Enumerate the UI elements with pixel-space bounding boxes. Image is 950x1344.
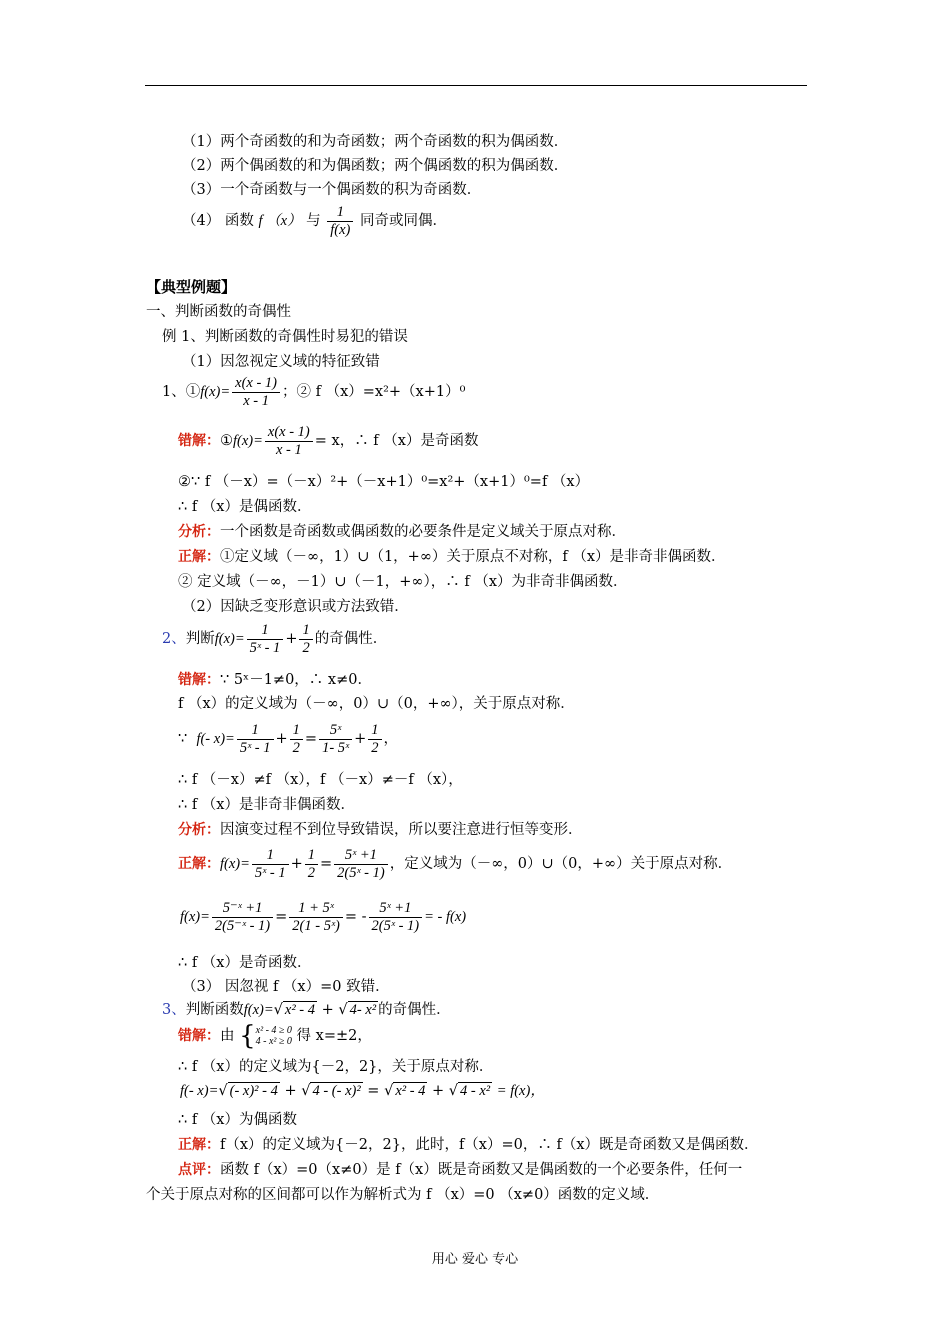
fraction-denominator: 1- 5ˣ	[322, 739, 350, 756]
q3-wrong	[178, 1023, 372, 1049]
fraction-numerator: 5ˣ	[319, 722, 352, 740]
section-heading: 【典型例题】	[146, 278, 237, 296]
fraction-denominator: 2(5ˣ - 1)	[337, 864, 385, 881]
q2-d-fraction-3	[369, 900, 423, 935]
q3-fx: f(x)=	[243, 1002, 274, 1018]
correct-label: 正解：	[178, 1137, 220, 1153]
fraction-denominator: f(x)	[330, 221, 351, 238]
q2-c-fx: f(x)=	[220, 856, 250, 872]
q2-correct: 正解：f(x)= $\frac{1}{\text{5ˣ - 1}}$ + $\frac{1}{2}$ = $\frac{\text{5ˣ +1}}{\text{2(5ˣ - 1)}}$ ，定义域为（－∞，0）∪（0，+∞）关于原点对称．	[178, 846, 733, 881]
property-4-prefix: （4） 函数	[182, 213, 254, 229]
q3-system	[256, 1025, 292, 1047]
fraction-denominator: 2	[302, 639, 310, 656]
q1-correct-a: ①定义域（－∞，1）∪（1，+∞）关于原点不对称，f （x）是非奇非偶函数．	[220, 549, 726, 565]
case-3-title: （3） 因忽视 f （x）=0 致错．	[182, 979, 390, 995]
property-4-fx: f （x）	[258, 213, 302, 229]
q2-e-fraction-1	[237, 722, 274, 757]
q1-err-tail: = x，∴ f （x）是奇函数	[314, 433, 479, 449]
q1-rest: ；② f （x）=x²+（x+1）⁰	[282, 384, 466, 400]
q1-fx: f(x)=	[200, 384, 231, 400]
fraction-denominator: 5ˣ - 1	[249, 639, 281, 656]
fraction-numerator: 5⁻ˣ +1	[212, 900, 273, 918]
q2-err-c: ∴ f （－x）≠f （x），f （－x）≠－f （x），	[178, 772, 463, 788]
q2-analysis-text: 因演变过程不到位导致错误，所以要注意进行恒等变形．	[220, 822, 583, 838]
fraction-denominator: 2	[292, 739, 300, 756]
q2-d-fraction-1	[212, 900, 273, 935]
q2-c-fraction-3	[334, 847, 388, 882]
q2-d-tail: = - f(x)	[424, 909, 467, 925]
fraction-numerator: 1	[247, 622, 284, 640]
since-sign: ∵	[178, 731, 188, 747]
q2-c-tail: ，定义域为（－∞，0）∪（0，+∞）关于原点对称．	[389, 856, 733, 872]
fraction-numerator: 1	[305, 847, 318, 865]
property-4-suffix: 同奇或同偶．	[360, 213, 447, 229]
fraction-denominator: 5ˣ - 1	[254, 864, 286, 881]
q3-err-derivation: f(- x)=√ (- x)² - 4 + √ 4 - (- x)² = √ x² - 4 + √ 4 - x² = f(x)，	[180, 1083, 545, 1099]
q2-e-end: ，	[383, 731, 399, 747]
q2-fx: f(x)=	[214, 631, 245, 647]
q3-e-root-2: 4 - (- x)²	[312, 1083, 361, 1099]
q3-review-a: 函数 f（x）=0（x≠0）是 f（x）既是奇函数又是偶函数的一个必要条件，任何一	[220, 1162, 743, 1178]
property-1: （1）两个奇函数的和为奇函数；两个奇函数的积为偶函数．	[182, 134, 569, 150]
q3-correct-text: f（x）的定义域为{－2，2}，此时，f（x）=0，∴ f（x）既是奇函数又是偶函数．	[220, 1137, 759, 1153]
q1-err-fx: f(x)=	[233, 433, 263, 449]
property-2: （2）两个偶函数的和为偶函数；两个偶函数的积为偶函数．	[182, 158, 569, 174]
q2-c-fraction-1	[252, 847, 289, 882]
wrong-label: 错解：	[178, 433, 220, 449]
q3-e-root-3: x² - 4	[395, 1083, 426, 1099]
q3-root-2: 4- x²	[349, 1002, 377, 1018]
q2-d-eq: = -	[344, 909, 367, 925]
q1-wrong-solution	[178, 419, 478, 463]
q2-judge: 判断	[185, 631, 215, 647]
fraction-denominator: 2	[371, 739, 379, 756]
fraction-numerator: x(x - 1)	[265, 424, 313, 442]
example-title: 例 1、判断函数的奇偶性时易犯的错误	[162, 329, 408, 345]
wrong-label: 错解：	[178, 672, 220, 688]
q2-fraction-2	[299, 622, 312, 657]
q1-prefix: 1、①	[162, 384, 201, 400]
q2-e-fx: f(- x)=	[196, 731, 235, 747]
q2-c-fraction-2	[305, 847, 318, 882]
property-4	[182, 200, 447, 242]
fraction-denominator: x - 1	[243, 392, 269, 409]
q1-correct-b: ② 定义域（－∞，－1）∪（－1，+∞），∴ f （x）为非奇非偶函数．	[178, 574, 628, 590]
q3-root-1: x² - 4	[284, 1002, 316, 1018]
q2-wrong	[178, 671, 372, 689]
q1-err-fraction	[265, 424, 313, 459]
q1-analysis-text: 一个函数是奇函数或偶函数的必要条件是定义域关于原点对称．	[220, 524, 626, 540]
fraction-numerator: 5ˣ +1	[334, 847, 388, 865]
fraction-numerator: 1	[327, 204, 353, 222]
q1-err-c: ∴ f （x）是偶函数．	[178, 499, 312, 515]
q3-e-root-4: 4 - x²	[460, 1083, 491, 1099]
q2-fraction-1	[247, 622, 284, 657]
q2-prefix: 2、	[162, 631, 186, 647]
fraction-numerator: 1	[252, 847, 289, 865]
fraction-numerator: 1	[290, 722, 303, 740]
q1-err-a: ①	[220, 433, 233, 449]
q2-statement	[162, 617, 387, 661]
q2-e-fraction-4	[368, 722, 381, 757]
fraction-denominator: 2(5ˣ - 1)	[371, 917, 420, 934]
q3-review-b: 个关于原点对称的区间都可以作为解析式为 f （x）=0 （x≠0）函数的定义域．	[146, 1187, 660, 1203]
q2-d-fraction-2	[289, 900, 343, 935]
fraction-numerator: 1	[299, 622, 312, 640]
q2-analysis	[178, 821, 583, 839]
analysis-label: 分析：	[178, 524, 220, 540]
fraction-denominator: 2(5⁻ˣ - 1)	[214, 917, 271, 934]
q2-err-derivation: ∵ f(- x)= $\frac{1}{\text{5ˣ - 1}}$ + $\frac{1}{2}$ = $\frac{\text{5ˣ}}{\text{1- 5ˣ}}$ + $\frac{1}{2}$ ，	[178, 721, 399, 756]
q3-judge: 判断函数	[185, 1002, 244, 1018]
q2-e-fraction-2	[290, 722, 303, 757]
q3-e-root-1: (- x)² - 4	[229, 1083, 278, 1099]
q2-d-fx: f(x)=	[180, 909, 210, 925]
fraction-denominator: 2	[307, 864, 315, 881]
page-footer: 用心 爱心 专心	[431, 1252, 519, 1267]
q1-statement	[162, 370, 465, 414]
q1-correct	[178, 548, 726, 566]
fraction-numerator: 1 + 5ˣ	[289, 900, 343, 918]
q3-err-c: ∴ f （x）为偶函数	[178, 1112, 297, 1128]
fraction-numerator: 5ˣ +1	[369, 900, 423, 918]
brace-icon: {	[239, 1021, 256, 1051]
subsection-title: 一、判断函数的奇偶性	[146, 304, 291, 320]
q2-err-b: f （x）的定义域为（－∞，0）∪（0，+∞），关于原点对称．	[178, 696, 575, 712]
correct-label: 正解：	[178, 549, 220, 565]
q1-fraction	[232, 375, 280, 410]
review-label: 点评：	[178, 1162, 220, 1178]
system-line-2: 4 - x² ≥ 0	[255, 1036, 292, 1047]
q3-correct	[178, 1136, 759, 1154]
fraction-numerator: 1	[368, 722, 381, 740]
q2-post: 的奇偶性．	[314, 631, 388, 647]
q3-err-pre: 由	[220, 1028, 235, 1044]
property-3: （3）一个奇函数与一个偶函数的积为奇函数．	[182, 182, 482, 198]
q3-err-b: ∴ f （x）的定义域为{－2，2}，关于原点对称．	[178, 1059, 494, 1075]
plus-sign: +	[285, 631, 298, 647]
q2-conclusion: ∴ f （x）是奇函数．	[178, 955, 312, 971]
system-line-1: x² - 4 ≥ 0	[255, 1025, 292, 1036]
header-rule	[145, 85, 807, 86]
q3-post: 的奇偶性．	[378, 1002, 451, 1018]
fraction-numerator: 1	[237, 722, 274, 740]
analysis-label: 分析：	[178, 822, 220, 838]
q1-analysis	[178, 523, 626, 541]
property-4-fraction	[327, 204, 353, 239]
fraction-denominator: 2(1 - 5ˣ)	[292, 917, 340, 934]
property-4-mid: 与	[306, 213, 321, 229]
q3-err-post: 得 x=±2，	[296, 1028, 372, 1044]
case-2-title: （2）因缺乏变形意识或方法致错．	[182, 599, 409, 615]
q2-err-d: ∴ f （x）是非奇非偶函数．	[178, 797, 355, 813]
wrong-label: 错解：	[178, 1028, 220, 1044]
q3-review	[178, 1161, 742, 1179]
fraction-numerator: x(x - 1)	[232, 375, 280, 393]
fraction-denominator: 5ˣ - 1	[239, 739, 271, 756]
q3-statement: 3、判断函数f(x)=√ x² - 4 + √ 4- x² 的奇偶性．	[162, 1002, 451, 1018]
q3-e-end: = f(x)，	[496, 1083, 545, 1099]
q3-e-lhs: f(- x)=	[180, 1083, 219, 1099]
case-1-title: （1）因忽视定义域的特征致错	[182, 354, 380, 370]
q2-e-fraction-3	[319, 722, 352, 757]
q2-derivation: f(x)= $\frac{\text{5⁻ˣ +1}}{\text{2(5⁻ˣ - 1)}}$ = $\frac{\text{1 + 5ˣ}}{\text{2(1 - 5ˣ)}}$ = - $\frac{\text{5ˣ +1}}{\text{2(5ˣ - 1)}}$ = - f(x)	[180, 899, 467, 934]
correct-label: 正解：	[178, 856, 220, 872]
q2-err-a: ∵ 5ˣ－1≠0，∴ x≠0．	[220, 672, 372, 688]
q3-prefix: 3、	[162, 1002, 186, 1018]
fraction-denominator: x - 1	[275, 441, 302, 458]
q1-err-b: ②∵ f （－x）=（－x）²+（－x+1）⁰=x²+（x+1）⁰=f （x）	[178, 474, 590, 490]
